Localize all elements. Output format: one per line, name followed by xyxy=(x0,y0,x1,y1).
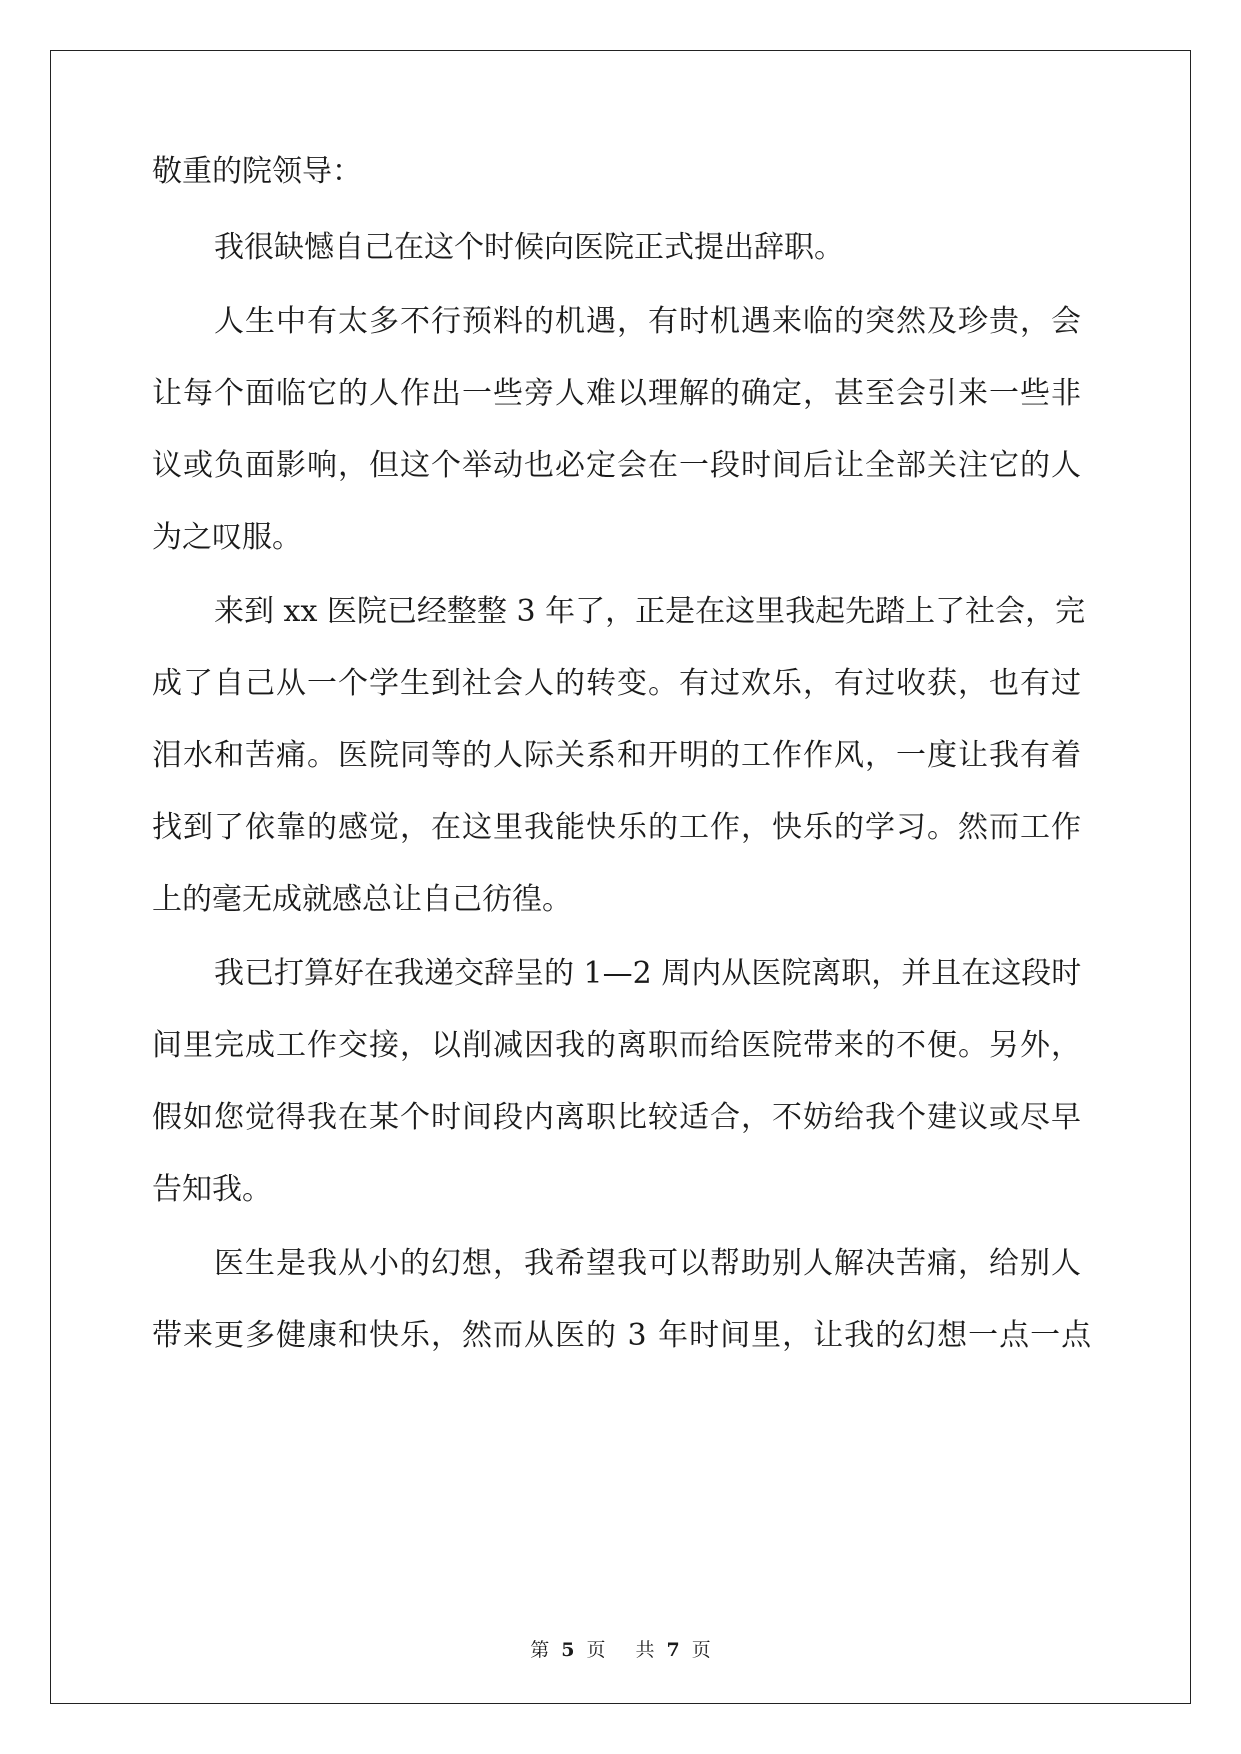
paragraph-4-line-1: 我已打算好在我递交辞呈的 1—2 周内从医院离职，并且在这段时 xyxy=(214,956,1082,991)
paragraph-3-line-3: 泪水和苦痛。医院同等的人际关系和开明的工作作风，一度让我有着 xyxy=(152,738,1082,773)
page-indicator xyxy=(524,1639,611,1661)
paragraph-2-line-3: 议或负面影响，但这个举动也必定会在一段时间后让全部关注它的人 xyxy=(152,448,1082,483)
paragraph-4-line-2: 间里完成工作交接，以削减因我的离职而给医院带来的不便。另外， xyxy=(152,1028,1082,1063)
paragraph-5-line-2: 带来更多健康和快乐，然而从医的 3 年时间里，让我的幻想一点一点 xyxy=(152,1318,1093,1353)
total-pages-indicator xyxy=(630,1639,717,1661)
paragraph-3-line-4: 找到了依靠的感觉，在这里我能快乐的工作，快乐的学习。然而工作 xyxy=(152,810,1082,845)
page-number: 5 xyxy=(561,1639,575,1661)
page-prefix: 第 xyxy=(530,1639,550,1661)
paragraph-5-line-1: 医生是我从小的幻想，我希望我可以帮助别人解决苦痛，给别人 xyxy=(214,1246,1082,1281)
page-suffix: 页 xyxy=(586,1639,606,1661)
paragraph-2-line-1: 人生中有太多不行预料的机遇，有时机遇来临的突然及珍贵，会 xyxy=(214,304,1082,339)
paragraph-2-line-4: 为之叹服。 xyxy=(152,520,302,555)
total-prefix: 共 xyxy=(635,1639,655,1661)
paragraph-3-line-1: 来到 xx 医院已经整整 3 年了，正是在这里我起先踏上了社会，完 xyxy=(214,594,1086,629)
salutation: 敬重的院领导： xyxy=(152,154,362,189)
total-suffix: 页 xyxy=(691,1639,711,1661)
paragraph-1-line-1: 我很缺憾自己在这个时候向医院正式提出辞职。 xyxy=(214,230,844,265)
total-pages: 7 xyxy=(666,1639,680,1661)
page-footer xyxy=(0,1638,1241,1662)
paragraph-2-line-2: 让每个面临它的人作出一些旁人难以理解的确定，甚至会引来一些非 xyxy=(152,376,1082,411)
paragraph-4-line-3: 假如您觉得我在某个时间段内离职比较适合，不妨给我个建议或尽早 xyxy=(152,1100,1082,1135)
page-border xyxy=(50,50,1191,1704)
paragraph-3-line-2: 成了自己从一个学生到社会人的转变。有过欢乐，有过收获，也有过 xyxy=(152,666,1082,701)
paragraph-4-line-4: 告知我。 xyxy=(152,1172,272,1207)
paragraph-3-line-5: 上的毫无成就感总让自己彷徨。 xyxy=(152,882,572,917)
